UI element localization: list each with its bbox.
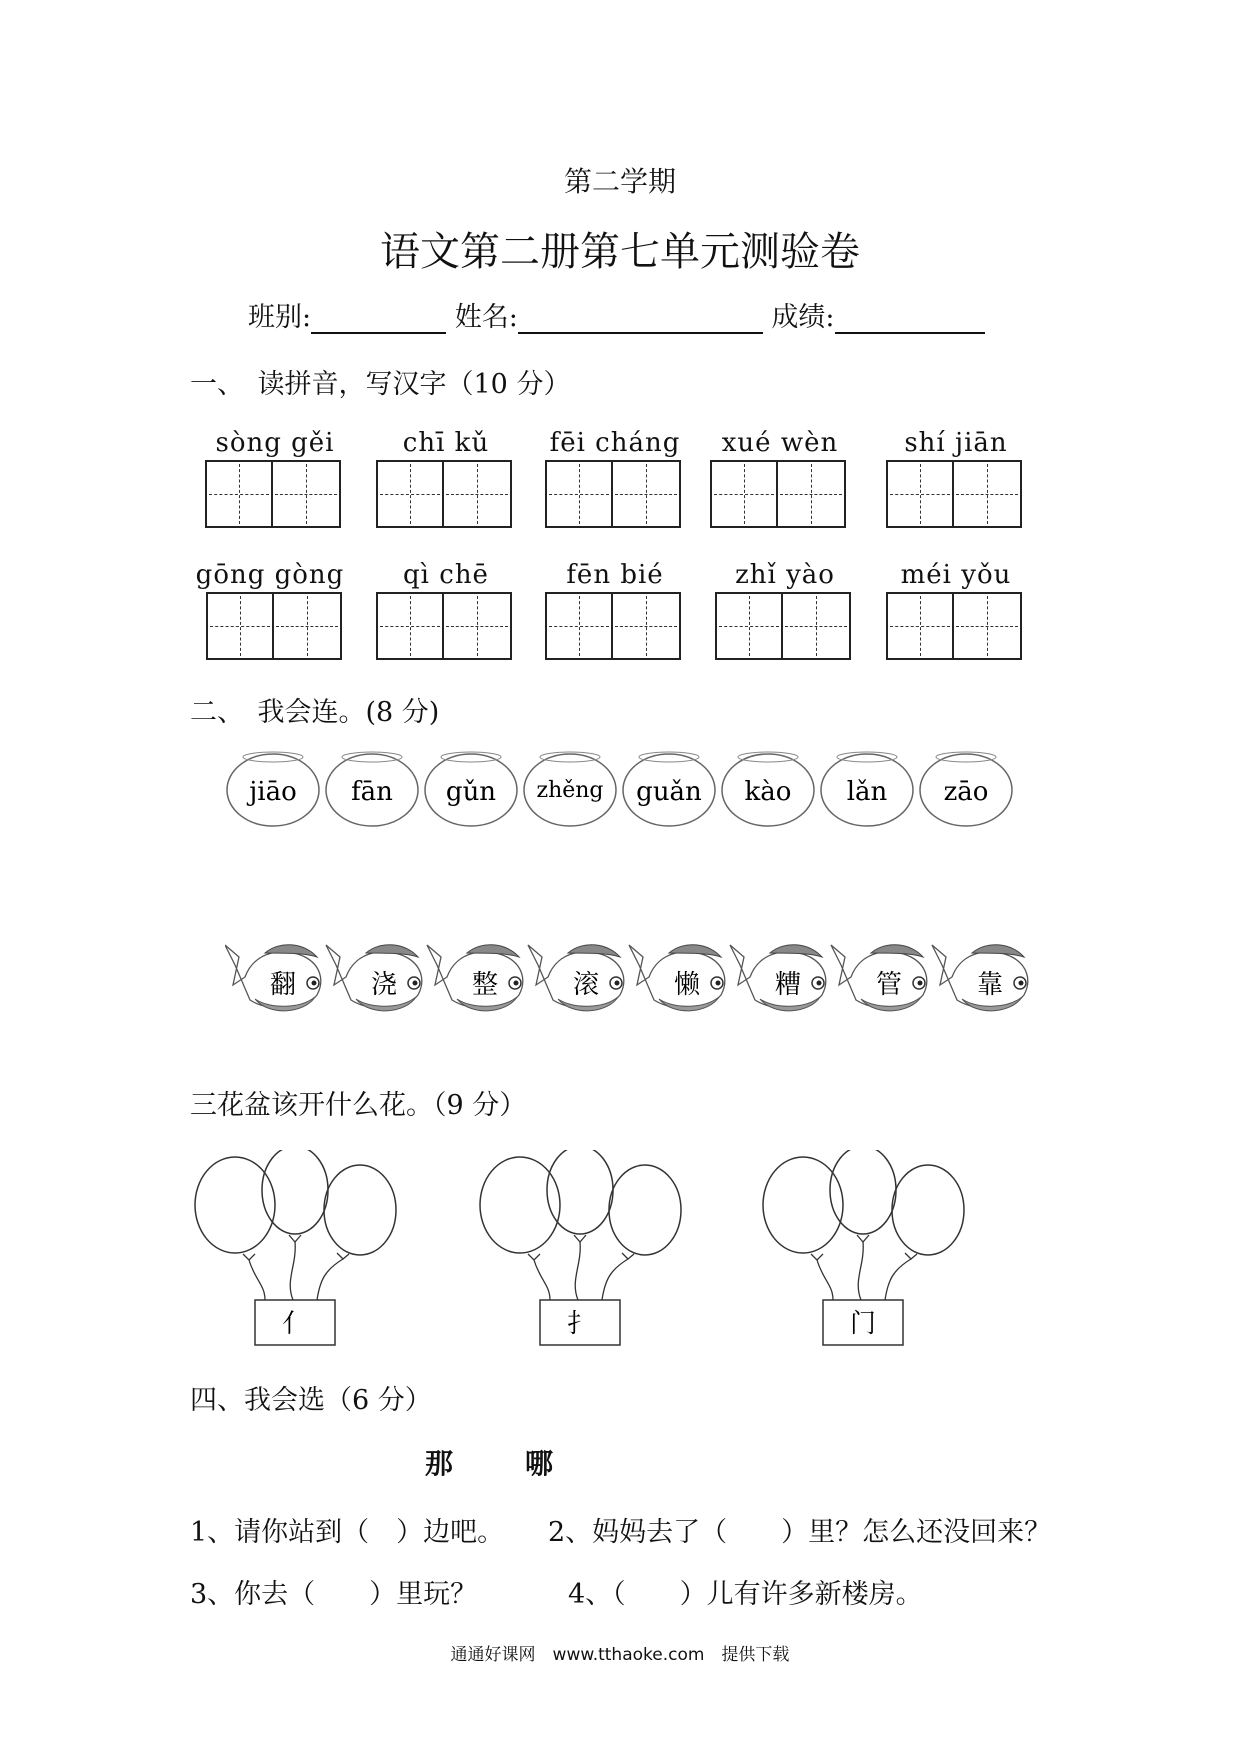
pinyin-item — [715, 560, 855, 660]
section3-heading: 三花盆该开什么花。（9 分） — [190, 1090, 527, 1121]
writing-boxes[interactable] — [710, 460, 850, 528]
pinyin-item — [545, 560, 685, 660]
choice-1: 那 — [425, 1447, 454, 1480]
section4-heading: 四、我会选（6 分） — [190, 1385, 432, 1416]
bubble-text: zāo — [943, 777, 989, 807]
writing-boxes[interactable] — [886, 592, 1026, 660]
bubble[interactable] — [425, 752, 517, 826]
pinyin-item — [205, 428, 345, 528]
pot-radical: 扌 — [566, 1309, 594, 1339]
choice-2: 哪 — [525, 1447, 554, 1480]
flower-pot[interactable] — [195, 1150, 396, 1345]
pinyin-text: fēi cháng — [549, 428, 681, 458]
pinyin-text: shí jiān — [904, 428, 1008, 458]
pinyin-item — [886, 428, 1026, 528]
class-label: 班别: — [248, 302, 312, 333]
class-field[interactable] — [311, 304, 446, 334]
fish[interactable] — [831, 945, 927, 1011]
bubble-text: gǔn — [445, 777, 497, 807]
writing-boxes[interactable] — [376, 592, 516, 660]
flower-pot[interactable] — [480, 1150, 681, 1345]
pinyin-text: sòng gěi — [215, 428, 335, 458]
fish[interactable] — [427, 945, 523, 1011]
fish[interactable] — [326, 945, 422, 1011]
question-3[interactable]: 3、你去（ ）里玩？ — [190, 1579, 478, 1610]
writing-boxes[interactable] — [886, 460, 1026, 528]
fish-char: 滚 — [572, 970, 600, 1000]
fish-char: 靠 — [976, 970, 1004, 1000]
section1-heading: 一、 读拼音，写汉字（10 分） — [190, 369, 571, 400]
pinyin-text: gōng gòng — [195, 560, 345, 590]
pinyin-item — [886, 560, 1026, 660]
question-2[interactable]: 2、妈妈去了（ ）里？怎么还没回来？ — [548, 1517, 1052, 1548]
writing-boxes[interactable] — [545, 592, 685, 660]
pinyin-text: fēn bié — [566, 560, 664, 590]
fish-char: 浇 — [370, 970, 398, 1000]
bubble[interactable] — [722, 752, 814, 826]
fish[interactable] — [629, 945, 725, 1011]
footer-text: 通通好课网 www.tthaoke.com 提供下载 — [450, 1645, 790, 1665]
fish[interactable] — [225, 945, 321, 1011]
section2-heading: 二、 我会连。(8 分) — [190, 697, 440, 728]
writing-boxes[interactable] — [545, 460, 685, 528]
pinyin-text: méi yǒu — [900, 560, 1012, 590]
pinyin-text: zhǐ yào — [735, 560, 835, 590]
name-label: 姓名: — [454, 302, 518, 333]
score-label: 成绩: — [771, 302, 835, 333]
pinyin-item — [710, 428, 850, 528]
bubble-text: lǎn — [846, 777, 888, 807]
pinyin-item — [545, 428, 685, 528]
writing-boxes[interactable] — [376, 460, 516, 528]
fish-char: 糟 — [774, 970, 802, 1000]
pinyin-text: qì chē — [403, 560, 489, 590]
fish[interactable] — [932, 945, 1028, 1011]
fish-char: 翻 — [269, 970, 297, 1000]
fish-char: 管 — [875, 970, 903, 1000]
flower-pots — [185, 1150, 1005, 1350]
fish-char: 懒 — [673, 970, 701, 1000]
pinyin-text: chī kǔ — [402, 428, 490, 458]
bubble[interactable] — [623, 752, 715, 826]
pinyin-item — [376, 428, 516, 528]
fish-row — [225, 935, 1045, 1025]
pot-radical: 亻 — [281, 1309, 309, 1339]
subtitle: 第二学期 — [563, 165, 676, 198]
pot-radical: 门 — [849, 1309, 877, 1339]
flower-pot[interactable] — [763, 1150, 964, 1345]
writing-boxes[interactable] — [715, 592, 855, 660]
bubble-text: fān — [351, 777, 393, 807]
bubble[interactable] — [326, 752, 418, 826]
question-4[interactable]: 4、（ ）儿有许多新楼房。 — [568, 1579, 923, 1610]
bubble[interactable] — [920, 752, 1012, 826]
bubble[interactable] — [227, 752, 319, 826]
score-field[interactable] — [835, 304, 985, 334]
writing-boxes[interactable] — [205, 460, 345, 528]
bubble-text: jiāo — [249, 777, 297, 807]
bubble-text: kào — [744, 777, 792, 807]
writing-boxes[interactable] — [206, 592, 350, 660]
fish[interactable] — [528, 945, 624, 1011]
pinyin-item — [190, 560, 350, 660]
question-1[interactable]: 1、请你站到（ ）边吧。 — [190, 1517, 505, 1548]
page-title: 语文第二册第七单元测验卷 — [380, 229, 860, 275]
fish-char: 整 — [471, 970, 499, 1000]
pinyin-text: xué wèn — [721, 428, 839, 458]
name-field[interactable] — [518, 304, 763, 334]
bubble-text: zhěng — [536, 778, 604, 803]
bubble[interactable] — [821, 752, 913, 826]
student-info — [248, 295, 985, 334]
pinyin-bubbles — [225, 745, 1035, 835]
fish[interactable] — [730, 945, 826, 1011]
pinyin-item — [376, 560, 516, 660]
bubble[interactable] — [524, 752, 616, 826]
bubble-text: guǎn — [636, 777, 702, 807]
